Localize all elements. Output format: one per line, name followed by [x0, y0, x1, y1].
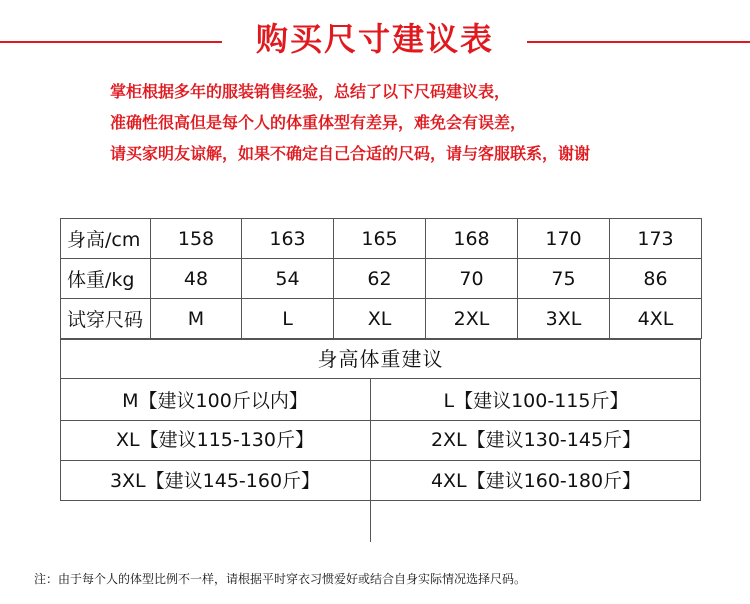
advice-item-m: M【建议100斤以内】: [122, 390, 308, 412]
title-rule-right: [527, 41, 750, 43]
table-row-weight: [61, 259, 702, 299]
row-label-size: 试穿尺码: [61, 299, 151, 339]
advice-item-4xl: 4XL【建议160-180斤】: [430, 470, 642, 492]
advice-item-xl: XL【建议115-130斤】: [116, 429, 314, 451]
table-cell: 170: [518, 219, 610, 259]
table-cell: 2XL: [426, 299, 518, 339]
table-cell: 54: [242, 259, 334, 299]
advice-divider-h1: [60, 378, 701, 379]
table-cell: L: [242, 299, 334, 339]
footer-note: 注：由于每个人的体型比例不一样，请根据平时穿衣习惯爱好或结合自身实际情况选择尺码。: [34, 572, 527, 586]
intro-line-1: 掌柜根据多年的服装销售经验，总结了以下尺码建议表，: [110, 82, 511, 101]
intro-line-3: 请买家明友谅解，如果不确定自己合适的尺码，请与客服联系，谢谢: [110, 144, 591, 163]
row-label-height: 身高/cm: [61, 219, 151, 259]
table-cell: 173: [610, 219, 702, 259]
table-cell: 4XL: [610, 299, 702, 339]
table-cell: 62: [334, 259, 426, 299]
advice-item-2xl: 2XL【建议130-145斤】: [430, 429, 642, 451]
title-rule-left: [0, 41, 222, 43]
table-row-size: [61, 299, 702, 339]
table-cell: 70: [426, 259, 518, 299]
advice-item-3xl: 3XL【建议145-160斤】: [109, 470, 321, 492]
size-table: [60, 218, 702, 339]
advice-item-l: L【建议100-115斤】: [443, 390, 629, 412]
row-label-weight: 体重/kg: [61, 259, 151, 299]
table-cell: 165: [334, 219, 426, 259]
table-cell: 48: [151, 259, 242, 299]
advice-divider-h3: [60, 460, 701, 461]
table-cell: 86: [610, 259, 702, 299]
table-cell: XL: [334, 299, 426, 339]
intro-line-2: 准确性很高但是每个人的体重体型有差异，难免会有误差，: [110, 113, 527, 132]
advice-heading: 身高体重建议: [317, 347, 444, 371]
table-cell: 3XL: [518, 299, 610, 339]
table-cell: 75: [518, 259, 610, 299]
table-row-height: [61, 219, 702, 259]
table-cell: 158: [151, 219, 242, 259]
table-cell: 168: [426, 219, 518, 259]
table-cell: M: [151, 299, 242, 339]
table-cell: 163: [242, 219, 334, 259]
page-title: 购买尺寸建议表: [255, 20, 494, 58]
